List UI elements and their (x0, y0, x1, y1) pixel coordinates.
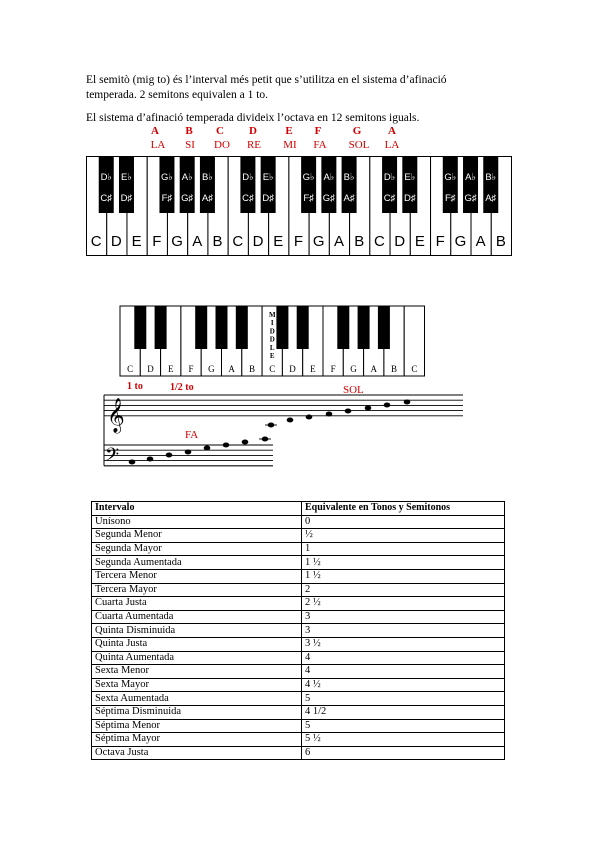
black-key (99, 156, 114, 213)
note-letter: A (151, 125, 159, 137)
black-key (195, 306, 207, 349)
black-key (180, 156, 195, 213)
black-key-flat: A♭ (323, 172, 335, 183)
middle-c-letter: D (269, 335, 275, 344)
table-row (92, 624, 505, 638)
paragraph-octave: El sistema d’afinació temperada divideix l’octava en 12 semitons iguals. (86, 112, 420, 124)
black-key (261, 156, 276, 213)
black-key (276, 306, 288, 349)
interval-value: 3 (302, 610, 505, 624)
note-head (384, 403, 391, 408)
interval-value: 1 (302, 542, 505, 556)
interval-value: 4 ½ (302, 678, 505, 692)
white-key-label: C (269, 364, 276, 374)
interval-name: Séptima Mayor (92, 733, 302, 747)
black-key (337, 306, 349, 349)
interval-name: Quinta Justa (92, 637, 302, 651)
note-head (404, 400, 411, 405)
table-row (92, 569, 505, 583)
interval-name: Segunda Aumentada (92, 556, 302, 570)
black-key (382, 156, 397, 213)
table-row (92, 556, 505, 570)
interval-value: 2 (302, 583, 505, 597)
white-key-label: B (212, 233, 223, 250)
interval-name: Segunda Menor (92, 529, 302, 543)
note-letter: C (216, 125, 224, 137)
black-key (301, 156, 316, 213)
note-head (287, 418, 294, 423)
note-head (166, 453, 173, 458)
white-key-label: A (192, 233, 203, 250)
interval-name: Cuarta Justa (92, 597, 302, 611)
note-letter: A (388, 125, 396, 137)
black-key (402, 156, 417, 213)
table-row (92, 733, 505, 747)
black-key-sharp: C♯ (100, 193, 113, 204)
note-solfege: SI (185, 139, 195, 151)
sol-label: SOL (343, 384, 364, 396)
black-key-flat: B♭ (202, 172, 213, 183)
note-head (185, 450, 192, 455)
interval-value: 5 (302, 692, 505, 706)
interval-name: Séptima Disminuida (92, 705, 302, 719)
table-row (92, 515, 505, 529)
interval-name: Unísono (92, 515, 302, 529)
note-letter: D (249, 125, 257, 137)
black-key-sharp: C♯ (242, 193, 254, 204)
white-key-label: E (273, 233, 284, 250)
white-key-label: E (414, 233, 425, 250)
white-key-label: C (127, 364, 134, 374)
interval-name: Segunda Mayor (92, 542, 302, 556)
black-key (200, 156, 215, 213)
black-key-sharp: C♯ (383, 193, 396, 204)
white-key-label: A (333, 233, 344, 250)
white-key-label: F (293, 233, 304, 250)
note-solfege: FA (313, 139, 327, 151)
black-key (378, 306, 390, 349)
black-key-sharp: D♯ (403, 193, 416, 204)
interval-name: Tercera Mayor (92, 583, 302, 597)
white-key-label: B (354, 233, 365, 250)
white-key-label: D (110, 233, 122, 250)
interval-name: Séptima Menor (92, 719, 302, 733)
white-key-label: A (228, 364, 235, 374)
middle-c-letter: D (269, 327, 275, 336)
note-letter: B (185, 125, 193, 137)
white-key-label: G (208, 364, 215, 374)
interval-value: 3 (302, 624, 505, 638)
note-letter: G (352, 125, 362, 137)
black-key-sharp: F♯ (445, 193, 456, 204)
white-key-label: G (312, 233, 325, 250)
interval-name: Sexta Menor (92, 665, 302, 679)
interval-value: 3 ½ (302, 637, 505, 651)
white-key-label: D (252, 233, 264, 250)
black-key (483, 156, 498, 213)
interval-name: Sexta Mayor (92, 678, 302, 692)
middle-c-letter: I (270, 319, 274, 328)
black-key-sharp: A♯ (201, 193, 213, 204)
black-key-flat: B♭ (485, 172, 497, 183)
bass-clef-icon: 𝄢 (105, 444, 120, 469)
black-key (236, 306, 248, 349)
black-key-flat: E♭ (121, 172, 132, 183)
note-solfege: LA (150, 139, 166, 151)
interval-value: 2 ½ (302, 597, 505, 611)
interval-value: 1 ½ (302, 556, 505, 570)
note-head (365, 406, 372, 411)
black-key (358, 306, 370, 349)
white-key-label: F (188, 364, 194, 374)
interval-value: 0 (302, 515, 505, 529)
white-key-label: C (374, 233, 385, 250)
interval-value: 4 (302, 651, 505, 665)
table-row (92, 665, 505, 679)
table-row (92, 746, 505, 760)
black-key (155, 306, 167, 349)
black-key-flat: E♭ (404, 172, 416, 183)
black-key-sharp: F♯ (303, 193, 314, 204)
white-key-label: B (248, 364, 255, 374)
table-header-equivalent: Equivalente en Tonos y Semitonos (302, 502, 505, 516)
white-key-label: D (394, 233, 406, 250)
white-key-label: G (454, 233, 467, 250)
note-head (223, 443, 230, 448)
white-key-label: C (232, 233, 244, 250)
black-key (297, 306, 309, 349)
note-solfege: MI (283, 139, 297, 151)
black-key-sharp: A♯ (485, 193, 497, 204)
note-head (306, 415, 313, 420)
black-key (443, 156, 458, 213)
black-key-flat: A♭ (181, 172, 193, 183)
black-key-sharp: A♯ (343, 193, 355, 204)
black-key-flat: D♭ (383, 172, 396, 183)
black-key-sharp: G♯ (181, 193, 194, 204)
black-key (463, 156, 478, 213)
interval-value: 5 (302, 719, 505, 733)
table-row (92, 678, 505, 692)
table-row (92, 583, 505, 597)
note-head (129, 460, 136, 465)
piano-keyboard-three-octaves (86, 156, 512, 256)
middle-c-letter: E (269, 352, 275, 360)
interval-name: Quinta Aumentada (92, 651, 302, 665)
black-key-flat: G♭ (302, 172, 315, 183)
black-key (134, 306, 146, 349)
black-key-sharp: F♯ (161, 193, 173, 204)
intervals-table (91, 501, 505, 760)
black-key-flat: A♭ (465, 172, 476, 183)
note-solfege: SOL (348, 139, 370, 151)
interval-value: 1 ½ (302, 569, 505, 583)
black-key-sharp: D♯ (262, 193, 274, 204)
black-key (240, 156, 255, 213)
white-key-label: B (391, 364, 398, 374)
white-key-label: B (495, 233, 506, 250)
interval-name: Octava Justa (92, 746, 302, 760)
white-key-label: D (147, 364, 154, 374)
white-key-label: E (310, 364, 316, 374)
black-key-flat: G♭ (444, 172, 457, 183)
table-header-interval: Intervalo (92, 502, 302, 516)
white-key-label: F (330, 364, 336, 374)
black-key (216, 306, 228, 349)
interval-value: 4 (302, 665, 505, 679)
note-head (345, 409, 352, 414)
table-row (92, 692, 505, 706)
note-solfege: RE (246, 139, 262, 151)
note-solfege: DO (214, 139, 230, 151)
interval-name: Sexta Aumentada (92, 692, 302, 706)
table-row (92, 597, 505, 611)
black-key-flat: D♭ (100, 172, 112, 183)
note-head (326, 412, 333, 417)
note-head (147, 457, 154, 462)
black-key-sharp: G♯ (464, 193, 477, 204)
middle-c-letter: M (268, 311, 276, 319)
black-key (119, 156, 134, 213)
black-key-flat: D♭ (242, 172, 254, 183)
black-key-flat: B♭ (343, 172, 355, 183)
note-head (204, 446, 211, 451)
interval-value: ½ (302, 529, 505, 543)
black-key-flat: E♭ (262, 172, 274, 183)
white-key-label: G (350, 364, 357, 374)
interval-name: Tercera Menor (92, 569, 302, 583)
piano-keyboard-middle-c (85, 304, 485, 480)
white-key-label: F (435, 233, 445, 250)
treble-clef-icon: 𝄞 (107, 399, 125, 432)
table-row (92, 542, 505, 556)
paragraph-semitone-line1: El semitò (mig to) és l’interval més petit que s’utilitza en el sistema d’afinació (86, 74, 447, 86)
table-row (92, 637, 505, 651)
black-key-flat: G♭ (161, 172, 173, 183)
white-key-label: A (475, 233, 486, 250)
paragraph-semitone-line2: temperada. 2 semitons equivalen a 1 to. (86, 89, 269, 101)
white-key-label: F (152, 233, 162, 250)
note-letter: F (314, 125, 322, 137)
white-key-label: E (131, 233, 142, 250)
tone-label: 1 to (127, 381, 143, 392)
table-row (92, 651, 505, 665)
table-row (92, 705, 505, 719)
white-key-label: C (411, 364, 418, 374)
white-key-label: D (289, 364, 296, 374)
black-key (321, 156, 336, 213)
white-key-label: C (90, 233, 102, 250)
table-row (92, 529, 505, 543)
black-key-sharp: D♯ (120, 193, 133, 204)
interval-name: Quinta Disminuida (92, 624, 302, 638)
interval-value: 4 1/2 (302, 705, 505, 719)
note-solfege: LA (384, 139, 400, 151)
note-head (242, 440, 249, 445)
middle-c-letter: L (269, 343, 275, 352)
white-key-label: E (168, 364, 174, 374)
fa-label: FA (185, 429, 199, 441)
table-row (92, 719, 505, 733)
black-key-sharp: G♯ (322, 193, 335, 204)
note-letter: E (285, 125, 293, 137)
black-key (342, 156, 357, 213)
black-key (159, 156, 174, 213)
table-row (92, 610, 505, 624)
white-key-label: A (370, 364, 377, 374)
semitone-label: 1/2 to (170, 382, 194, 393)
interval-name: Cuarta Aumentada (92, 610, 302, 624)
interval-value: 5 ½ (302, 733, 505, 747)
white-key-label: G (171, 233, 183, 250)
interval-value: 6 (302, 746, 505, 760)
